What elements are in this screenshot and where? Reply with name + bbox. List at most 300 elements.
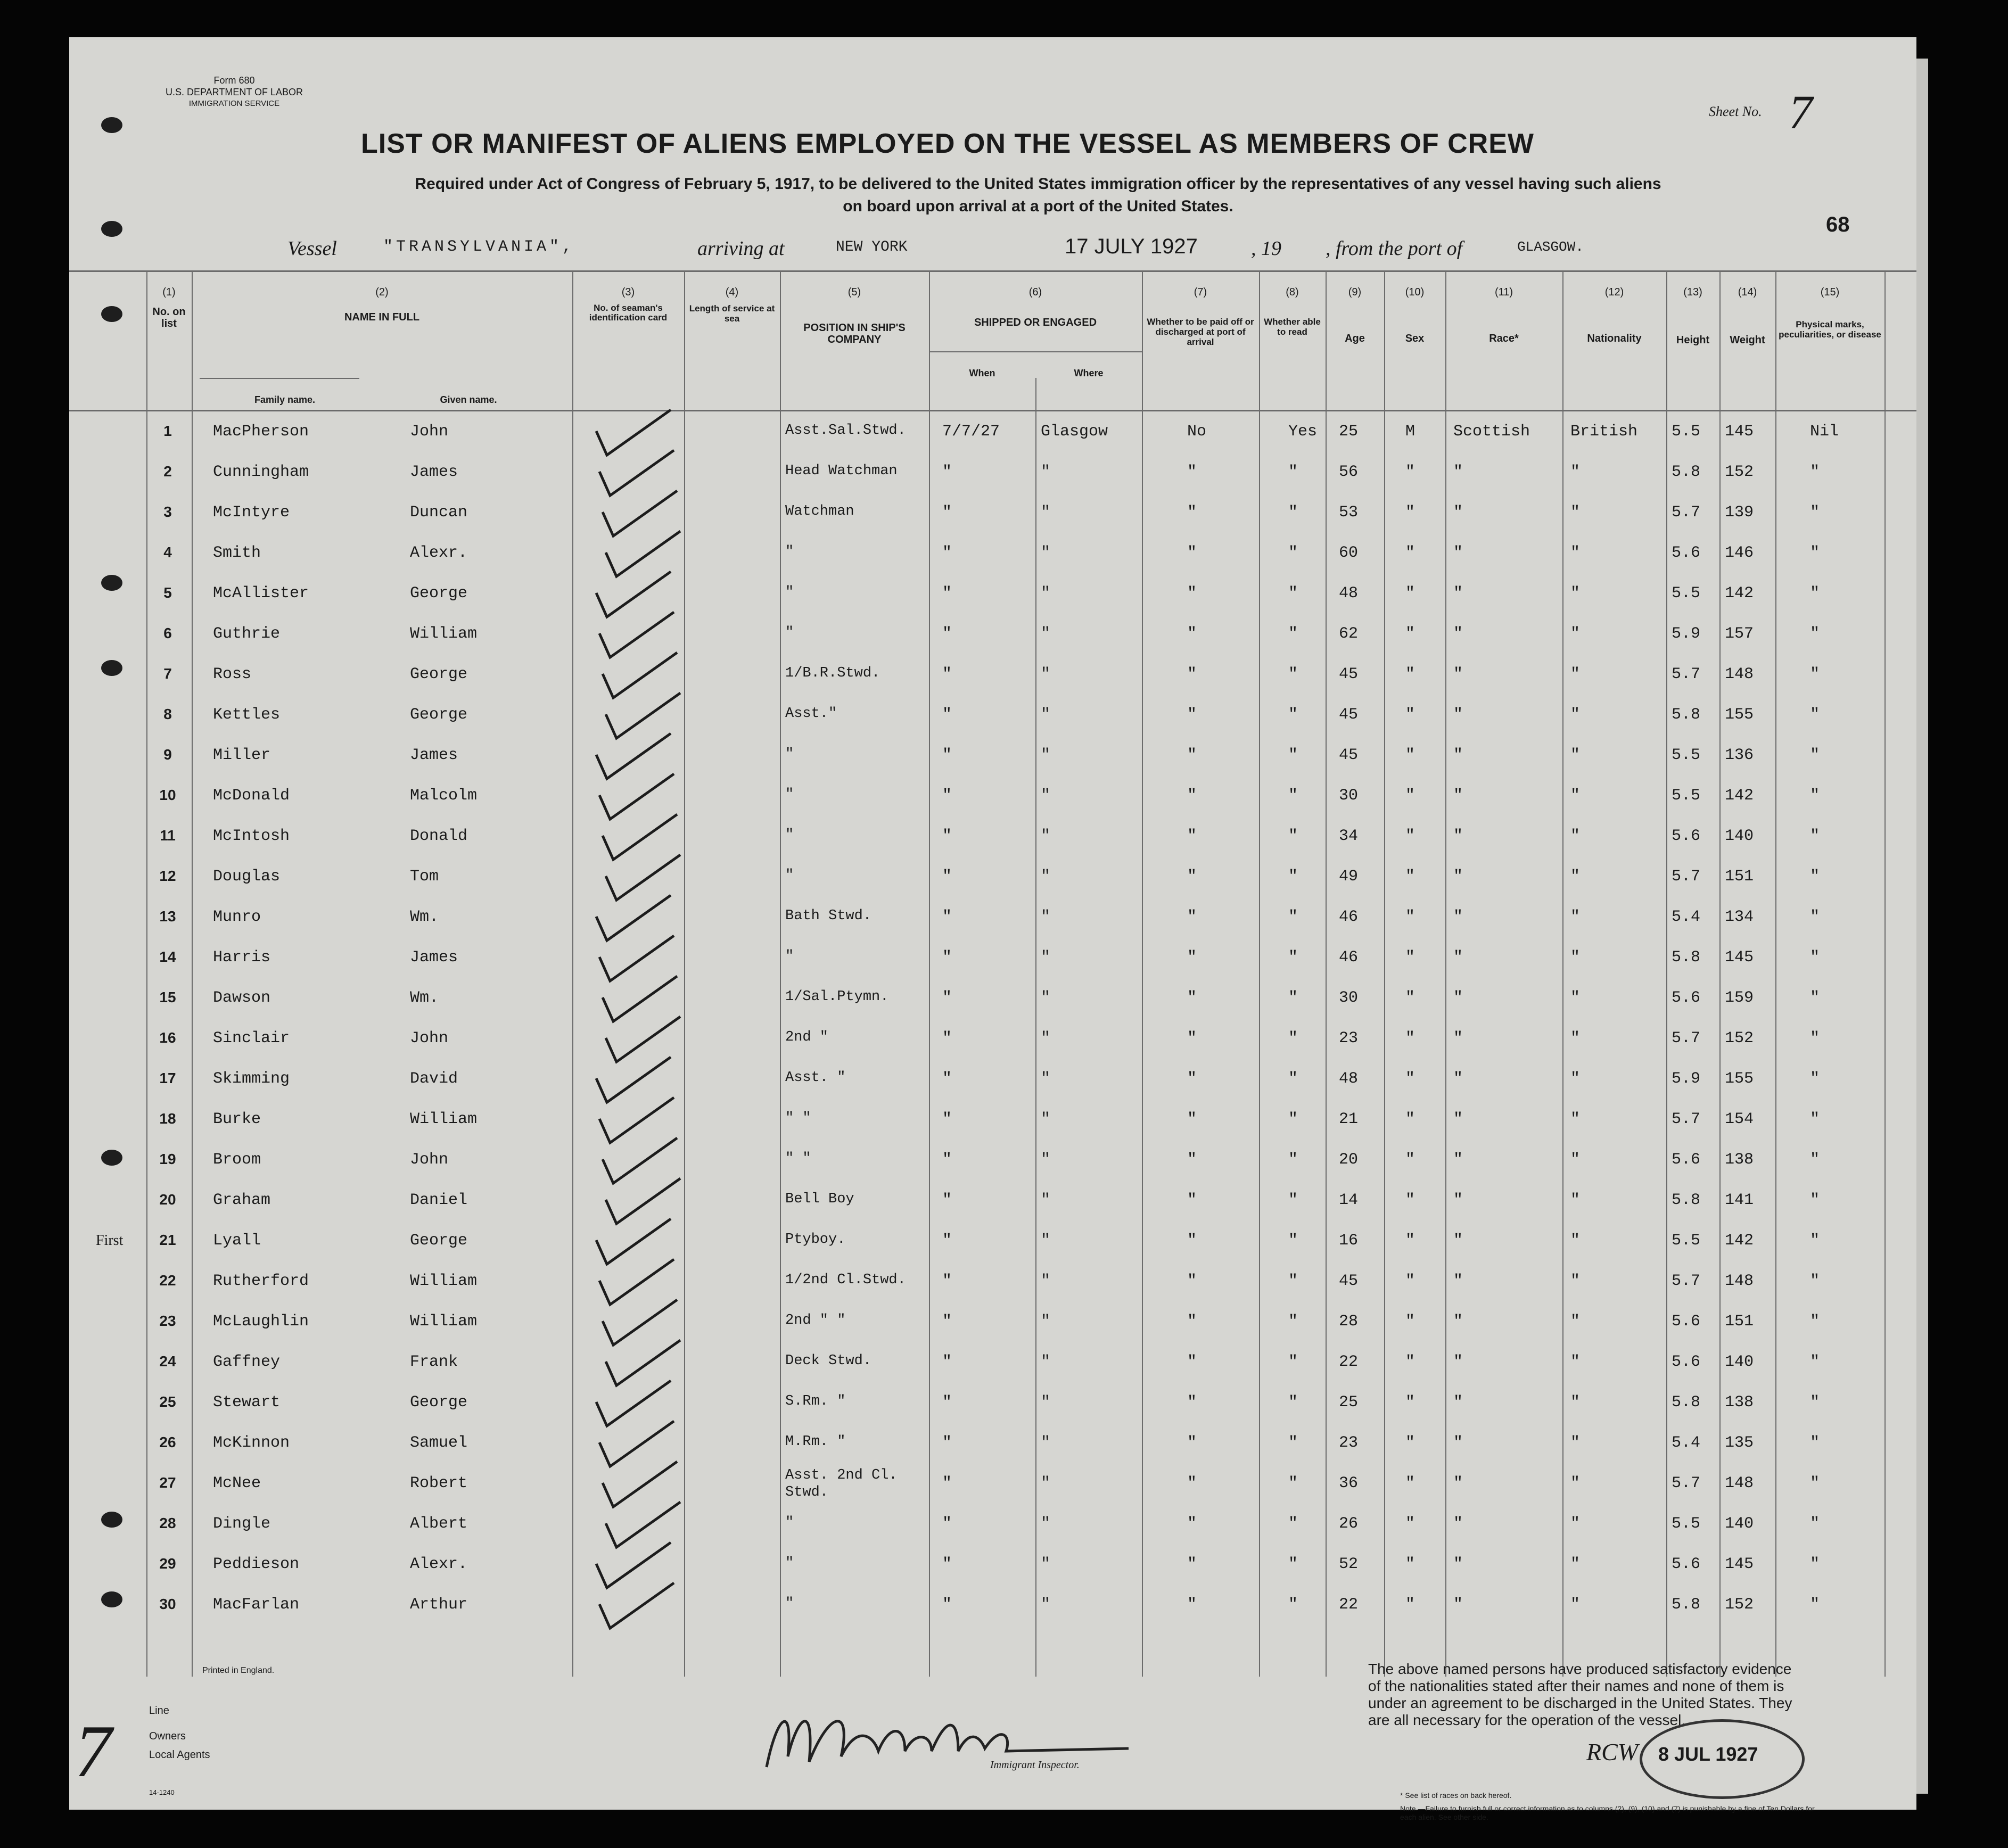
table-row (69, 496, 1916, 537)
margin-annotation: First (96, 1232, 124, 1249)
position: Deck Stwd. (785, 1353, 872, 1369)
nationality: " (1570, 827, 1581, 845)
physical-marks: " (1810, 746, 1820, 764)
height: 5.6 (1672, 989, 1701, 1007)
given-name: James (410, 463, 458, 481)
shipped-where: " (1041, 948, 1051, 967)
able-to-read: " (1288, 827, 1298, 845)
weight: 155 (1725, 706, 1754, 724)
physical-marks: " (1810, 1353, 1820, 1371)
row-number: 11 (160, 827, 176, 844)
race: " (1453, 625, 1463, 643)
nationality: " (1570, 1393, 1581, 1412)
header-given-name: Given name. (440, 394, 497, 405)
paid-off: " (1187, 868, 1197, 886)
table-row (69, 1588, 1916, 1629)
column-number: (7) (1194, 286, 1207, 298)
paid-off: " (1187, 1070, 1197, 1088)
nationality: " (1570, 1474, 1581, 1492)
weight: 148 (1725, 1474, 1754, 1492)
weight: 135 (1725, 1434, 1754, 1452)
physical-marks: " (1810, 1029, 1820, 1047)
nationality: " (1570, 1515, 1581, 1533)
shipped-where: " (1041, 584, 1051, 603)
shipped-where: " (1041, 1313, 1051, 1331)
position: " (785, 1555, 794, 1571)
shipped-when: " (942, 584, 952, 603)
race: " (1453, 1029, 1463, 1047)
table-row (69, 1507, 1916, 1548)
physical-marks: " (1810, 665, 1820, 683)
able-to-read: " (1288, 989, 1298, 1007)
able-to-read: " (1288, 706, 1298, 724)
row-number: 22 (159, 1272, 176, 1289)
race: " (1453, 1191, 1463, 1209)
table-row (69, 820, 1916, 860)
page-edge (1916, 59, 1928, 1794)
sex: " (1405, 1070, 1416, 1088)
age: 26 (1339, 1515, 1359, 1533)
table-row (69, 941, 1916, 981)
paid-off: " (1187, 1474, 1197, 1492)
given-name: William (410, 1313, 478, 1331)
given-name: Arthur (410, 1596, 468, 1614)
nationality: " (1570, 1232, 1581, 1250)
row-number: 2 (163, 463, 172, 480)
weight: 140 (1725, 827, 1754, 845)
shipped-when: " (942, 1474, 952, 1492)
family-name: McIntosh (213, 827, 290, 845)
column-number: (8) (1286, 286, 1299, 298)
physical-marks: " (1810, 706, 1820, 724)
given-name: Wm. (410, 989, 439, 1007)
shipped-where: " (1041, 1151, 1051, 1169)
sex: " (1405, 1191, 1416, 1209)
vessel-name: "TRANSYLVANIA", (383, 238, 575, 256)
table-row (69, 779, 1916, 820)
paid-off: " (1187, 1555, 1197, 1573)
table-row (69, 1426, 1916, 1467)
race: " (1453, 504, 1463, 522)
weight: 138 (1725, 1393, 1754, 1412)
column-number: (12) (1604, 286, 1624, 298)
position: Asst. " (785, 1070, 846, 1086)
sex: " (1405, 1515, 1416, 1533)
shipped-when: " (942, 827, 952, 845)
inspector-signature (756, 1693, 1139, 1778)
shipped-where: " (1041, 1393, 1051, 1412)
form-code: 14-1240 (149, 1788, 175, 1796)
race: " (1453, 989, 1463, 1007)
height: 5.7 (1672, 868, 1701, 886)
shipped-where: " (1041, 787, 1051, 805)
able-to-read: " (1288, 504, 1298, 522)
shipped-where: " (1041, 544, 1051, 562)
height: 5.5 (1672, 746, 1701, 764)
punch-hole (101, 306, 122, 322)
row-number: 24 (159, 1353, 176, 1370)
crew-list (69, 415, 1916, 1661)
table-row (69, 1184, 1916, 1224)
family-name: McIntyre (213, 504, 290, 522)
able-to-read: " (1288, 625, 1298, 643)
age: 25 (1339, 1393, 1359, 1412)
age: 46 (1339, 908, 1359, 926)
physical-marks: Nil (1810, 423, 1839, 441)
nationality: " (1570, 908, 1581, 926)
paid-off: " (1187, 1393, 1197, 1412)
physical-marks: " (1810, 1596, 1820, 1614)
age: 46 (1339, 948, 1359, 967)
shipped-where: " (1041, 989, 1051, 1007)
age: 56 (1339, 463, 1359, 481)
row-number: 23 (159, 1313, 176, 1329)
nationality: " (1570, 746, 1581, 764)
shipped-where: " (1041, 665, 1051, 683)
position: " (785, 746, 794, 762)
column-number: (11) (1494, 286, 1513, 298)
table-row (69, 1346, 1916, 1386)
sex: " (1405, 989, 1416, 1007)
able-to-read: " (1288, 1029, 1298, 1047)
column-number: (13) (1683, 286, 1702, 298)
shipped-when: " (942, 1393, 952, 1412)
family-name: Dawson (213, 989, 271, 1007)
race: " (1453, 1070, 1463, 1088)
physical-marks: " (1810, 544, 1820, 562)
family-name: Broom (213, 1151, 261, 1169)
height: 5.6 (1672, 827, 1701, 845)
family-name: Miller (213, 746, 271, 764)
physical-marks: " (1810, 787, 1820, 805)
weight: 145 (1725, 423, 1754, 441)
weight: 148 (1725, 665, 1754, 683)
weight: 142 (1725, 1232, 1754, 1250)
physical-marks: " (1810, 1110, 1820, 1128)
nationality: " (1570, 1110, 1581, 1128)
age: 22 (1339, 1353, 1359, 1371)
family-name: McKinnon (213, 1434, 290, 1452)
given-name: Alexr. (410, 1555, 468, 1573)
physical-marks: " (1810, 827, 1820, 845)
sheet-number: 7 (1789, 86, 1813, 139)
sex: " (1405, 1151, 1416, 1169)
given-name: Robert (410, 1474, 468, 1492)
shipped-when: " (942, 504, 952, 522)
shipped-where: " (1041, 1555, 1051, 1573)
weight: 136 (1725, 746, 1754, 764)
table-row (69, 617, 1916, 658)
table-row (69, 739, 1916, 779)
height: 5.6 (1672, 544, 1701, 562)
paid-off: " (1187, 1515, 1197, 1533)
given-name: Daniel (410, 1191, 468, 1209)
race: " (1453, 1232, 1463, 1250)
paid-off: " (1187, 504, 1197, 522)
row-number: 5 (163, 584, 172, 601)
race: " (1453, 665, 1463, 683)
paid-off: " (1187, 1029, 1197, 1047)
nationality: " (1570, 1070, 1581, 1088)
position: " (785, 625, 794, 641)
row-number: 21 (159, 1232, 176, 1248)
able-to-read: " (1288, 1474, 1298, 1492)
able-to-read: " (1288, 1555, 1298, 1573)
given-name: George (410, 665, 468, 683)
header-family-name: Family name. (254, 394, 316, 405)
row-number: 26 (159, 1434, 176, 1450)
weight: 157 (1725, 625, 1754, 643)
paid-off: " (1187, 665, 1197, 683)
nationality: " (1570, 504, 1581, 522)
position: Head Watchman (785, 463, 898, 479)
given-name: Samuel (410, 1434, 468, 1452)
row-number: 16 (159, 1029, 176, 1046)
row-number: 9 (163, 746, 172, 763)
family-name: Skimming (213, 1070, 290, 1088)
given-name: John (410, 1029, 449, 1047)
weight: 145 (1725, 1555, 1754, 1573)
race: " (1453, 948, 1463, 967)
given-name: Tom (410, 868, 439, 886)
shipped-when: " (942, 1151, 952, 1169)
family-name: MacFarlan (213, 1596, 300, 1614)
table-row (69, 1143, 1916, 1184)
table-row (69, 1062, 1916, 1103)
race: " (1453, 1110, 1463, 1128)
position: " (785, 1596, 794, 1612)
table-top-rule (69, 270, 1916, 272)
nationality: " (1570, 665, 1581, 683)
table-row (69, 577, 1916, 617)
weight: 152 (1725, 1029, 1754, 1047)
header-physical-marks: Physical marks, peculiarities, or disease (1779, 319, 1881, 340)
given-name: John (410, 423, 449, 441)
age: 23 (1339, 1434, 1359, 1452)
height: 5.8 (1672, 948, 1701, 967)
weight: 142 (1725, 584, 1754, 603)
sex: " (1405, 948, 1416, 967)
table-row (69, 1467, 1916, 1507)
row-number: 1 (163, 423, 172, 439)
header-age: Age (1345, 333, 1365, 344)
given-name: Frank (410, 1353, 458, 1371)
weight: 151 (1725, 1313, 1754, 1331)
certification-text: The above named persons have produced satisfactory evidence of the nationalities stated after their names and none of them is under an agreement to be discharged in the United States. They are all necessary for the operation of the vessel. (1368, 1661, 1792, 1728)
column-number: (4) (725, 286, 739, 298)
tick-mark (575, 1578, 745, 1636)
arrival-date-stamp: 17 JULY 1927 (1065, 235, 1198, 258)
arrival-port: NEW YORK (836, 239, 908, 255)
shipped-when: " (942, 625, 952, 643)
physical-marks: " (1810, 1151, 1820, 1169)
age: 49 (1339, 868, 1359, 886)
row-number: 20 (159, 1191, 176, 1208)
weight: 152 (1725, 1596, 1754, 1614)
age: 62 (1339, 625, 1359, 643)
shipped-where: " (1041, 1070, 1051, 1088)
sex: " (1405, 1393, 1416, 1412)
shipped-where: " (1041, 1515, 1051, 1533)
race: " (1453, 868, 1463, 886)
paid-off: No (1187, 423, 1207, 441)
shipped-when: " (942, 948, 952, 967)
shipped-when: " (942, 463, 952, 481)
stamp-initials: RCW (1586, 1738, 1639, 1766)
paid-off: " (1187, 1434, 1197, 1452)
physical-marks: " (1810, 463, 1820, 481)
form-identifier (149, 75, 319, 110)
paid-off: " (1187, 989, 1197, 1007)
able-to-read: " (1288, 868, 1298, 886)
able-to-read: " (1288, 1596, 1298, 1614)
row-number: 13 (159, 908, 176, 925)
shipped-when: " (942, 1191, 952, 1209)
height: 5.7 (1672, 1474, 1701, 1492)
race: " (1453, 1151, 1463, 1169)
position: " (785, 544, 794, 560)
column-number: (2) (375, 286, 389, 298)
position: 1/2nd Cl.Stwd. (785, 1272, 906, 1288)
physical-marks: " (1810, 1070, 1820, 1088)
age: 25 (1339, 423, 1359, 441)
race: " (1453, 1313, 1463, 1331)
column-number: (9) (1348, 286, 1362, 298)
race: " (1453, 908, 1463, 926)
shipped-where: " (1041, 1272, 1051, 1290)
shipped-where: " (1041, 504, 1051, 522)
sex: " (1405, 1596, 1416, 1614)
height: 5.9 (1672, 1070, 1701, 1088)
sex: " (1405, 908, 1416, 926)
shipped-where: " (1041, 1029, 1051, 1047)
row-number: 15 (159, 989, 176, 1005)
weight: 148 (1725, 1272, 1754, 1290)
table-row (69, 415, 1916, 456)
family-name: Cunningham (213, 463, 309, 481)
able-to-read: " (1288, 746, 1298, 764)
nationality: " (1570, 625, 1581, 643)
shipped-when: " (942, 1272, 952, 1290)
table-row (69, 698, 1916, 739)
age: 22 (1339, 1596, 1359, 1614)
given-name: Wm. (410, 908, 439, 926)
shipped-where: " (1041, 746, 1051, 764)
able-to-read: " (1288, 1313, 1298, 1331)
shipped-where: " (1041, 1191, 1051, 1209)
race: " (1453, 1434, 1463, 1452)
family-name: Lyall (213, 1232, 261, 1250)
nationality: " (1570, 1353, 1581, 1371)
shipped-where: " (1041, 1353, 1051, 1371)
position: " " (785, 1110, 811, 1126)
printer-note: Printed in England. (202, 1666, 275, 1675)
table-row (69, 1548, 1916, 1588)
given-name: David (410, 1070, 458, 1088)
height: 5.8 (1672, 1191, 1701, 1209)
given-name: James (410, 948, 458, 967)
table-row (69, 1386, 1916, 1426)
age: 45 (1339, 665, 1359, 683)
given-name: John (410, 1151, 449, 1169)
able-to-read: " (1288, 1110, 1298, 1128)
header-race: Race* (1489, 333, 1519, 344)
race: " (1453, 544, 1463, 562)
shipped-where: " (1041, 463, 1051, 481)
sex: " (1405, 463, 1416, 481)
table-row (69, 1224, 1916, 1265)
header-sex: Sex (1405, 333, 1425, 344)
sex: M (1405, 423, 1416, 441)
given-name: Donald (410, 827, 468, 845)
department: U.S. DEPARTMENT OF LABOR (165, 87, 303, 97)
height: 5.5 (1672, 787, 1701, 805)
height: 5.8 (1672, 1596, 1701, 1614)
shipped-when: " (942, 665, 952, 683)
shipped-where: Glasgow (1041, 423, 1108, 441)
position: Watchman (785, 504, 854, 519)
race: " (1453, 746, 1463, 764)
height: 5.6 (1672, 1353, 1701, 1371)
weight: 146 (1725, 544, 1754, 562)
row-number: 17 (159, 1070, 176, 1086)
race: " (1453, 1515, 1463, 1533)
age: 52 (1339, 1555, 1359, 1573)
race-note: * See list of races on back hereof. (1400, 1791, 1512, 1800)
row-number: 7 (163, 665, 172, 682)
race: " (1453, 1353, 1463, 1371)
position: 1/B.R.Stwd. (785, 665, 880, 681)
sex: " (1405, 1110, 1416, 1128)
footer-fields: Line Owners Local Agents (149, 1705, 210, 1761)
table-row (69, 901, 1916, 941)
table-row (69, 658, 1916, 698)
family-name: McAllister (213, 584, 309, 603)
sex: " (1405, 665, 1416, 683)
race: " (1453, 1596, 1463, 1614)
row-number: 18 (159, 1110, 176, 1127)
row-number: 30 (159, 1596, 176, 1612)
row-number: 14 (159, 948, 176, 965)
age: 48 (1339, 1070, 1359, 1088)
nationality: " (1570, 1434, 1581, 1452)
age: 20 (1339, 1151, 1359, 1169)
paid-off: " (1187, 625, 1197, 643)
shipped-when: " (942, 1596, 952, 1614)
able-to-read: " (1288, 787, 1298, 805)
nationality: " (1570, 544, 1581, 562)
weight: 154 (1725, 1110, 1754, 1128)
sex: " (1405, 544, 1416, 562)
paid-off: " (1187, 827, 1197, 845)
departure-port: GLASGOW. (1517, 239, 1584, 255)
height: 5.7 (1672, 1272, 1701, 1290)
stamp-date: 8 JUL 1927 (1658, 1743, 1758, 1765)
shipped-where: " (1041, 827, 1051, 845)
header-length-service: Length of service at sea (689, 303, 775, 324)
race: " (1453, 1555, 1463, 1573)
age: 45 (1339, 746, 1359, 764)
sex: " (1405, 706, 1416, 724)
paid-off: " (1187, 948, 1197, 967)
physical-marks: " (1810, 1474, 1820, 1492)
vessel-line: Vessel "TRANSYLVANIA", arriving at NEW YORK 17 JULY 1927 , 19 , from the port of GLASGOW. (287, 235, 1584, 260)
weight: 141 (1725, 1191, 1754, 1209)
physical-marks: " (1810, 948, 1820, 967)
header-name-in-full: NAME IN FULL (344, 311, 420, 323)
column-number: (5) (847, 286, 861, 298)
column-number: (6) (1028, 286, 1042, 298)
